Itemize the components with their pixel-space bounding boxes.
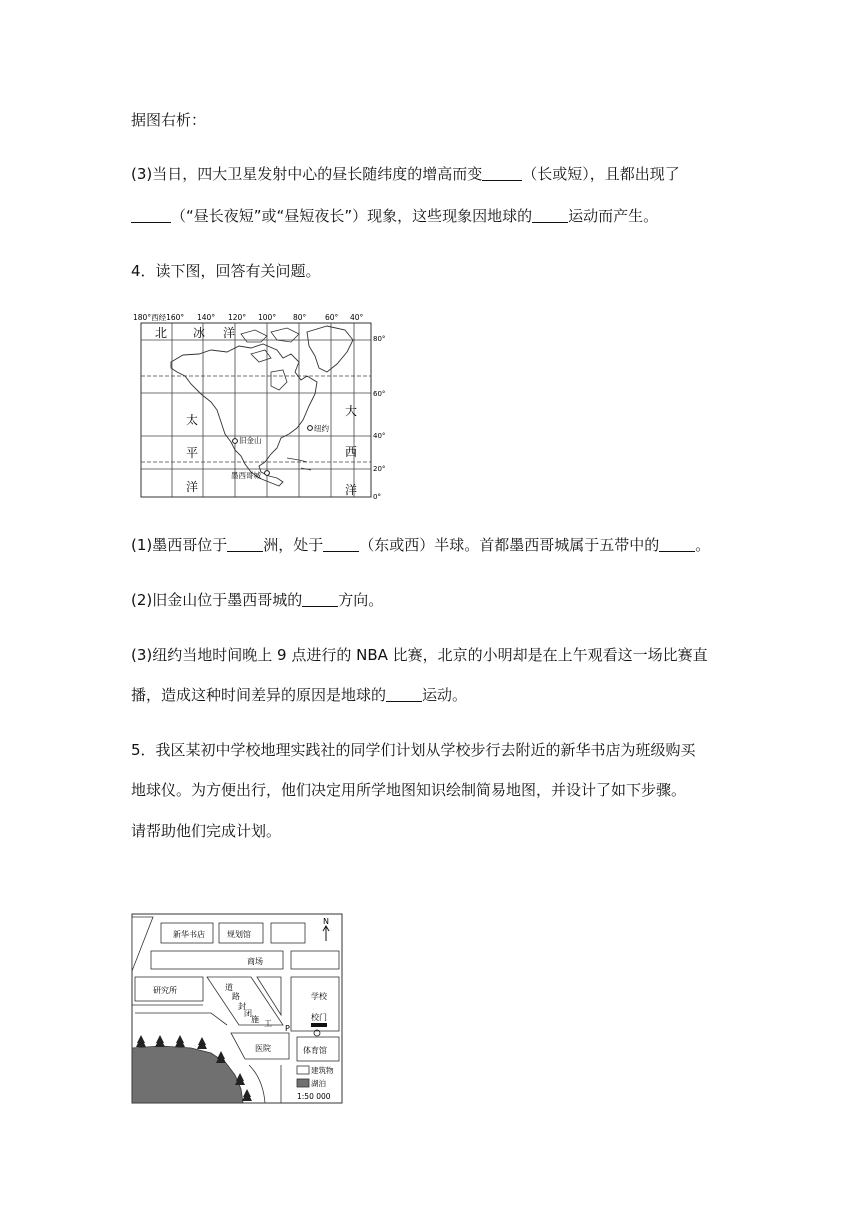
building-block <box>271 923 305 943</box>
label-mall: 商场 <box>247 957 263 966</box>
ocean-label-arctic: 冰 <box>193 326 206 340</box>
q3-line-2 <box>131 206 658 226</box>
lat-label: 60° <box>373 390 386 398</box>
ocean-label-pacific: 平 <box>186 446 199 460</box>
label-p-mark: P <box>285 1024 290 1033</box>
answer-blank[interactable] <box>659 537 695 552</box>
label-road-work: 闭 <box>244 1009 252 1018</box>
lon-label: 40° <box>350 313 364 322</box>
answer-blank[interactable] <box>227 537 263 552</box>
intro-text: 据图右析： <box>131 111 207 129</box>
lat-label: 40° <box>373 432 386 440</box>
label-road-work: 工 <box>264 1019 272 1028</box>
legend-lake-swatch <box>297 1079 309 1087</box>
q4-text: 方向。 <box>338 591 384 609</box>
q4-text: （东或西）半球。首都墨西哥城属于五带中的 <box>359 536 660 554</box>
building-mall <box>151 951 283 969</box>
q4-text: 运动。 <box>422 686 468 704</box>
q4-text: (1)墨西哥位于 <box>131 536 228 554</box>
label-school-gate: 校门 <box>311 1013 327 1022</box>
label-road-work: 路 <box>232 992 240 1001</box>
answer-blank[interactable] <box>532 208 568 223</box>
hudson-bay <box>271 370 287 390</box>
ocean-label-atlantic: 大 <box>345 404 358 418</box>
legend-building-label: 建筑物 <box>311 1066 334 1075</box>
q4-sub3-line1: (3)纽约当地时间晚上 9 点进行的 NBA 比赛，北京的小明却是在上午观看这一场比赛直 <box>131 646 708 664</box>
q3-text: (3)当日，四大卫星发射中心的昼长随纬度的增高而变 <box>131 165 483 183</box>
ocean-label-arctic: 洋 <box>223 326 236 340</box>
q3-line-1 <box>131 164 680 184</box>
arctic-islands <box>241 328 299 362</box>
label-hospital: 医院 <box>255 1044 271 1053</box>
q5-line-3: 请帮助他们完成计划。 <box>131 822 282 840</box>
lon-label: 140° <box>197 313 216 322</box>
lon-label: 120° <box>228 313 247 322</box>
city-label-san-francisco: 旧金山 <box>239 436 262 445</box>
q4-text: 。 <box>695 536 711 554</box>
label-road-work: 封 <box>238 1002 246 1011</box>
mexico-city-marker <box>265 471 270 476</box>
answer-blank[interactable] <box>482 166 522 181</box>
label-gym: 体育馆 <box>303 1046 327 1055</box>
q4-sub1 <box>131 535 710 555</box>
city-label-mexico-city: 墨西哥城 <box>231 471 261 480</box>
north-label: N <box>323 917 329 926</box>
town-map <box>131 913 343 1105</box>
q4-sub3-line2 <box>131 685 467 705</box>
ocean-label-pacific: 太 <box>186 413 199 427</box>
greenland-outline <box>307 326 353 372</box>
label-school: 学校 <box>311 992 327 1001</box>
q3-text: （长或短），且都出现了 <box>522 165 680 183</box>
legend-lake-label: 湖泊 <box>311 1079 326 1088</box>
q3-text: （“昼长夜短”或“昼短夜长”）现象，这些现象因地球的 <box>171 207 533 225</box>
label-planning-hall: 规划馆 <box>227 930 251 939</box>
ocean-label-atlantic: 西 <box>345 445 358 459</box>
school-gate-marker <box>311 1023 327 1027</box>
lat-label: 0° <box>373 493 381 501</box>
label-road-work: 道 <box>225 983 233 992</box>
lon-label: 80° <box>293 313 307 322</box>
q4-text: 洲，处于 <box>263 536 324 554</box>
q5-line-2: 地球仪。为方便出行，他们决定用所学地图知识绘制简易地图，并设计了如下步骤。 <box>131 781 687 799</box>
q4-text: (2)旧金山位于墨西哥城的 <box>131 591 303 609</box>
legend-building-swatch <box>297 1066 309 1074</box>
city-label-new-york: 纽约 <box>314 424 329 433</box>
san-francisco-marker <box>233 439 238 444</box>
label-bookstore: 新华书店 <box>173 930 205 939</box>
answer-blank[interactable] <box>302 592 338 607</box>
answer-blank[interactable] <box>131 208 171 223</box>
q4-sub2 <box>131 590 383 610</box>
building-block <box>291 951 339 969</box>
q4-title: 4．读下图，回答有关问题。 <box>131 262 321 280</box>
lon-label: 100° <box>258 313 277 322</box>
north-america-map <box>131 310 391 502</box>
label-institute: 研究所 <box>153 986 177 995</box>
lon-label: 60° <box>325 313 339 322</box>
lat-label: 80° <box>373 335 386 343</box>
building-school <box>291 977 339 1031</box>
label-road-work: 施 <box>251 1015 259 1024</box>
scale-label: 1:50 000 <box>297 1092 331 1101</box>
new-york-marker <box>308 426 313 431</box>
answer-blank[interactable] <box>386 687 422 702</box>
lon-label: 180°西经160° <box>133 313 185 322</box>
q5-line-1: 5．我区某初中学校地理实践社的同学们计划从学校步行去附近的新华书店为班级购买 <box>131 741 696 759</box>
lat-label: 20° <box>373 465 386 473</box>
q4-text: 播，造成这种时间差异的原因是地球的 <box>131 686 387 704</box>
answer-blank[interactable] <box>323 537 359 552</box>
q3-text: 运动而产生。 <box>568 207 659 225</box>
ocean-label-atlantic: 洋 <box>345 483 358 497</box>
ocean-label-arctic: 北 <box>155 326 168 340</box>
ocean-label-pacific: 洋 <box>186 480 199 494</box>
